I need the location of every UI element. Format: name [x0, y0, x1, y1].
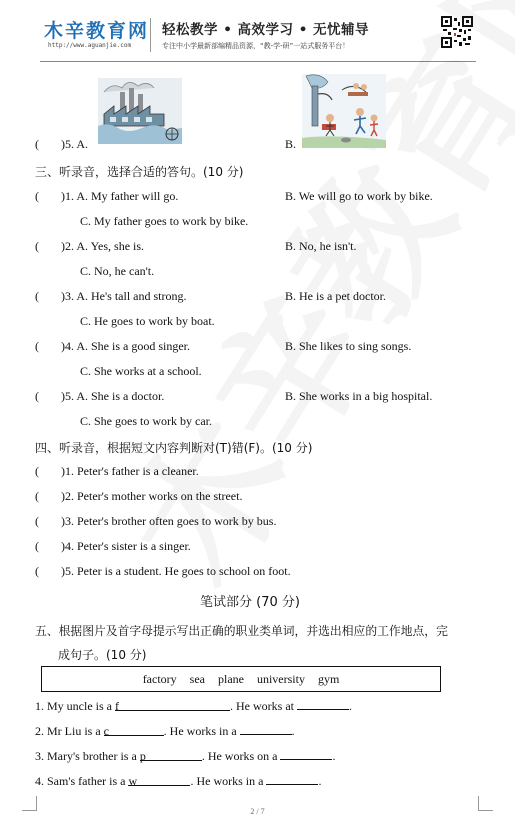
answer-blank[interactable]: p: [140, 749, 202, 761]
answer-blank[interactable]: [240, 723, 292, 735]
option-b: B. He is a pet doctor.: [285, 289, 386, 303]
park-illustration: [302, 74, 386, 148]
option-b: B. She likes to sing songs.: [285, 339, 412, 353]
word-bank-box: [41, 666, 441, 692]
list-item: ( )1. A. My father will go.: [35, 189, 179, 203]
list-item: ( )2. Peter's mother works on the street.: [35, 489, 243, 503]
sentence-2: 2. Mr Liu is a c . He works in a .: [35, 724, 295, 738]
answer-paren[interactable]: (: [35, 137, 39, 151]
list-item: ( )3. Peter's brother often goes to work by bus.: [35, 514, 277, 528]
list-item: ( )2. A. Yes, she is.: [35, 239, 145, 253]
written-part-title: 笔试部分 (70 分): [200, 595, 300, 610]
section-5-heading-cont: 成句子。(10 分): [58, 648, 147, 662]
answer-blank[interactable]: f: [115, 699, 230, 711]
list-item: ( )4. A. She is a good singer.: [35, 339, 190, 353]
option-b: B. We will go to work by bike.: [285, 189, 433, 203]
section-5-heading: 五、根据图片及首字母提示写出正确的职业类单词，并选出相应的工作地点，完: [35, 624, 448, 638]
option-b: B. No, he isn't.: [285, 239, 357, 253]
question-5-line: [35, 137, 88, 152]
sentence-4: 4. Sam's father is a w . He works in a .: [35, 774, 322, 788]
option-c: C. My father goes to work by bike.: [80, 214, 249, 228]
option-c: C. She works at a school.: [80, 364, 202, 378]
sentence-3: 3. Mary's brother is a p . He works on a .: [35, 749, 336, 763]
header-slogan: 轻松教学 • 高效学习 • 无忧辅导: [162, 22, 370, 38]
section-3-heading: 三、听录音，选择合适的答句。(10 分): [35, 165, 244, 179]
option-c: C. He goes to work by boat.: [80, 314, 215, 328]
answer-blank[interactable]: c: [104, 724, 164, 736]
sentence-1: 1. My uncle is a f . He works at .: [35, 699, 352, 713]
option-b-label: B.: [285, 137, 297, 151]
question-label: )5. A.: [61, 137, 88, 151]
list-item: ( )3. A. He's tall and strong.: [35, 289, 187, 303]
section-4-heading: 四、听录音，根据短文内容判断对(T)错(F)。(10 分): [35, 441, 313, 455]
list-item: ( )4. Peter's sister is a singer.: [35, 539, 191, 553]
page-number: 2 / 7: [250, 807, 265, 816]
site-logo: 木辛教育网: [44, 20, 150, 42]
header-subslogan: 专注中小学最新部编精品资源，“教-学-研”一站式服务平台！: [162, 42, 350, 50]
option-c: C. No, he can't.: [80, 264, 155, 278]
list-item: ( )5. Peter is a student. He goes to school on foot.: [35, 564, 291, 578]
option-c: C. She goes to work by car.: [80, 414, 212, 428]
list-item: ( )5. A. She is a doctor.: [35, 389, 165, 403]
answer-blank[interactable]: [280, 748, 332, 760]
factory-illustration: [98, 78, 182, 144]
option-b: B. She works in a big hospital.: [285, 389, 433, 403]
header-divider: [150, 18, 151, 52]
answer-blank[interactable]: w: [128, 774, 190, 786]
answer-blank[interactable]: [297, 698, 349, 710]
answer-blank[interactable]: [266, 773, 318, 785]
site-url[interactable]: http://www.aguanjie.com: [48, 42, 132, 49]
list-item: ( )1. Peter's father is a cleaner.: [35, 464, 199, 478]
word-bank: factory sea plane university gym: [142, 672, 340, 686]
